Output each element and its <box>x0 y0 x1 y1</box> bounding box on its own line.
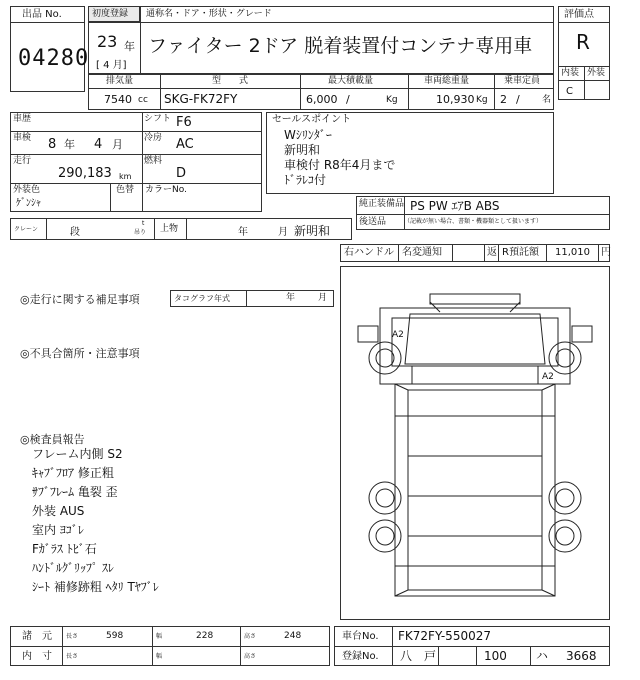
damage-mark: A2 <box>392 330 404 340</box>
body-year-unit: 年 <box>238 227 248 238</box>
inspector-report-label: ◎検査員報告 <box>20 433 85 446</box>
sales-point-line: 車検付 R8年4月まで <box>284 158 396 172</box>
color-value: ｹﾞﾝｼｬ <box>16 198 41 209</box>
refund-flag: 返 <box>487 247 497 258</box>
inner-width-label: 幅 <box>156 653 163 660</box>
inspection-year-unit: 年 <box>64 138 75 151</box>
grade-label: 評価点 <box>564 9 594 20</box>
grade-value: R <box>576 30 590 54</box>
history-label: 車歴 <box>13 114 32 124</box>
sales-point-line: ﾄﾞﾗﾚｺ付 <box>284 173 327 187</box>
registration-label: 登録No. <box>342 651 379 662</box>
width-value: 228 <box>196 631 214 641</box>
sales-point-title: セールスポイント <box>272 114 352 125</box>
name-change-label: 名変通知 <box>402 247 442 258</box>
inspection-month: 4 <box>94 137 103 152</box>
registration-year-unit: 年 <box>124 40 135 53</box>
max-load-label: 最大積載量 <box>328 76 374 86</box>
length-value: 598 <box>106 631 124 641</box>
color-label: 外装色 <box>13 185 41 195</box>
body-month-unit: 月 <box>278 227 288 238</box>
mileage-value: 290,183 <box>58 166 112 181</box>
inspector-report-line: フレーム内側 S2 <box>32 447 123 461</box>
inspection-year: 8 <box>48 137 57 152</box>
width-label: 幅 <box>156 633 163 640</box>
inspector-report-line: ｷｬﾌﾞﾌﾛｱ 修正粗 <box>32 466 114 480</box>
registration-class: 100 <box>484 649 507 663</box>
inspection-month-unit: 月 <box>112 138 123 151</box>
mileage-label: 走行 <box>13 156 32 166</box>
sales-point-line: Wｼﾘﾝﾀﾞｰ <box>284 128 332 142</box>
recycle-label: R預託額 <box>502 247 539 258</box>
standard-equipment-value: PS PW ｴｱB ABS <box>410 199 500 213</box>
height-value: 248 <box>284 631 302 641</box>
gross-weight-unit: Kg <box>476 95 488 105</box>
fuel-value: D <box>176 166 187 181</box>
fuel-label: 燃料 <box>144 156 163 166</box>
recycle-value: 11,010 <box>555 247 590 258</box>
inspector-report-line: 室内 ﾖｺﾞﾚ <box>32 523 84 537</box>
inspector-report-line: 外装 AUS <box>32 504 85 518</box>
displacement-value: 7540 <box>104 93 132 106</box>
car-description-label: 通称名・ドア・形状・グレード <box>146 9 272 19</box>
inner-height-label: 高さ <box>244 653 257 660</box>
gross-weight-value: 10,930 <box>436 93 475 106</box>
color-change-label: 色替 <box>116 185 135 195</box>
tachograph-label: タコグラフ年式 <box>174 294 230 303</box>
registration-area: 八 戸 <box>400 649 437 663</box>
inner-length-label: 長さ <box>66 653 79 660</box>
chassis-label: 車台No. <box>342 631 379 642</box>
cooling-label: 冷房 <box>144 133 163 143</box>
capacity-unit: 名 <box>542 95 552 105</box>
chassis-value: FK72FY-550027 <box>398 629 491 643</box>
displacement-label: 排気量 <box>106 76 134 86</box>
crane-stage-unit: 段 <box>70 227 80 238</box>
driving-notes-label: ◎走行に関する補足事項 <box>20 293 140 306</box>
registration-month: [ 4 月] <box>96 60 127 71</box>
body-label: 上物 <box>160 224 179 234</box>
truck-diagram <box>340 266 610 620</box>
registration-year: 23 <box>97 32 118 51</box>
registration-kana: ハ <box>536 649 549 663</box>
recycle-unit: 円 <box>601 247 611 258</box>
body-maker: 新明和 <box>294 224 331 238</box>
tachograph-year-unit: 年 <box>286 293 296 303</box>
max-load-value: 6,000 <box>306 93 338 106</box>
crane-ton-unit: t <box>142 220 145 227</box>
dimensions-label: 諸 元 <box>22 631 52 642</box>
capacity-value: 2 <box>500 93 507 106</box>
model-name: ファイター 2ドア 脱着装置付コンテナ専用車 <box>148 35 533 57</box>
exterior-label: 外装 <box>587 68 606 78</box>
shift-label: シフト <box>144 114 172 124</box>
registration-number: 3668 <box>566 649 597 663</box>
defect-notes-label: ◎不具合箇所・注意事項 <box>20 347 140 360</box>
inspector-report-line: Fｶﾞﾗｽ ﾄﾋﾞ石 <box>32 542 97 556</box>
type-value: SKG-FK72FY <box>164 92 238 106</box>
cooling-value: AC <box>176 137 194 152</box>
standard-equipment-label: 純正装備品 <box>359 199 405 209</box>
mileage-unit: km <box>119 172 132 181</box>
shift-value: F6 <box>176 115 192 130</box>
max-load-slash: / <box>346 93 350 106</box>
first-registration-label: 初度登録 <box>92 9 129 19</box>
lot-number: 04280 <box>18 46 90 71</box>
sales-point-line: 新明和 <box>284 143 321 157</box>
inspector-report-line: ｼｰﾄ 補修跡粗 ﾍﾀﾘ Tﾔﾌﾞﾚ <box>32 580 159 594</box>
crane-lift-label: 吊り <box>134 229 147 236</box>
after-delivery-note: （記載が無い場合、書類・機器類として扱います） <box>404 218 543 225</box>
capacity-label: 乗車定員 <box>504 76 541 86</box>
inspector-report-line: ﾊﾝﾄﾞﾙｸﾞﾘｯﾌﾟ ｽﾚ <box>32 561 114 575</box>
inspection-label: 車検 <box>13 133 32 143</box>
length-label: 長さ <box>66 633 79 640</box>
crane-label: クレーン <box>14 226 38 233</box>
details-table <box>10 112 262 212</box>
damage-mark: A2 <box>542 372 554 382</box>
gross-weight-label: 車両総重量 <box>424 76 470 86</box>
type-label: 型 式 <box>212 76 249 86</box>
height-label: 高さ <box>244 633 257 640</box>
inner-dimensions-label: 内 寸 <box>22 651 52 662</box>
interior-grade: C <box>566 86 573 97</box>
color-code-label: カラーNo. <box>145 185 187 195</box>
lot-number-label: 出品 No. <box>22 9 62 20</box>
inspector-report-line: ｻﾌﾞﾌﾚｰﾑ 亀裂 歪 <box>32 485 118 499</box>
capacity-slash: / <box>516 93 520 106</box>
displacement-unit: cc <box>138 95 148 105</box>
max-load-unit: Kg <box>386 95 398 105</box>
tachograph-month-unit: 月 <box>318 293 328 303</box>
after-delivery-label: 後送品 <box>359 217 387 227</box>
interior-label: 内装 <box>561 68 580 78</box>
steering-value: 右ハンドル <box>344 247 394 258</box>
